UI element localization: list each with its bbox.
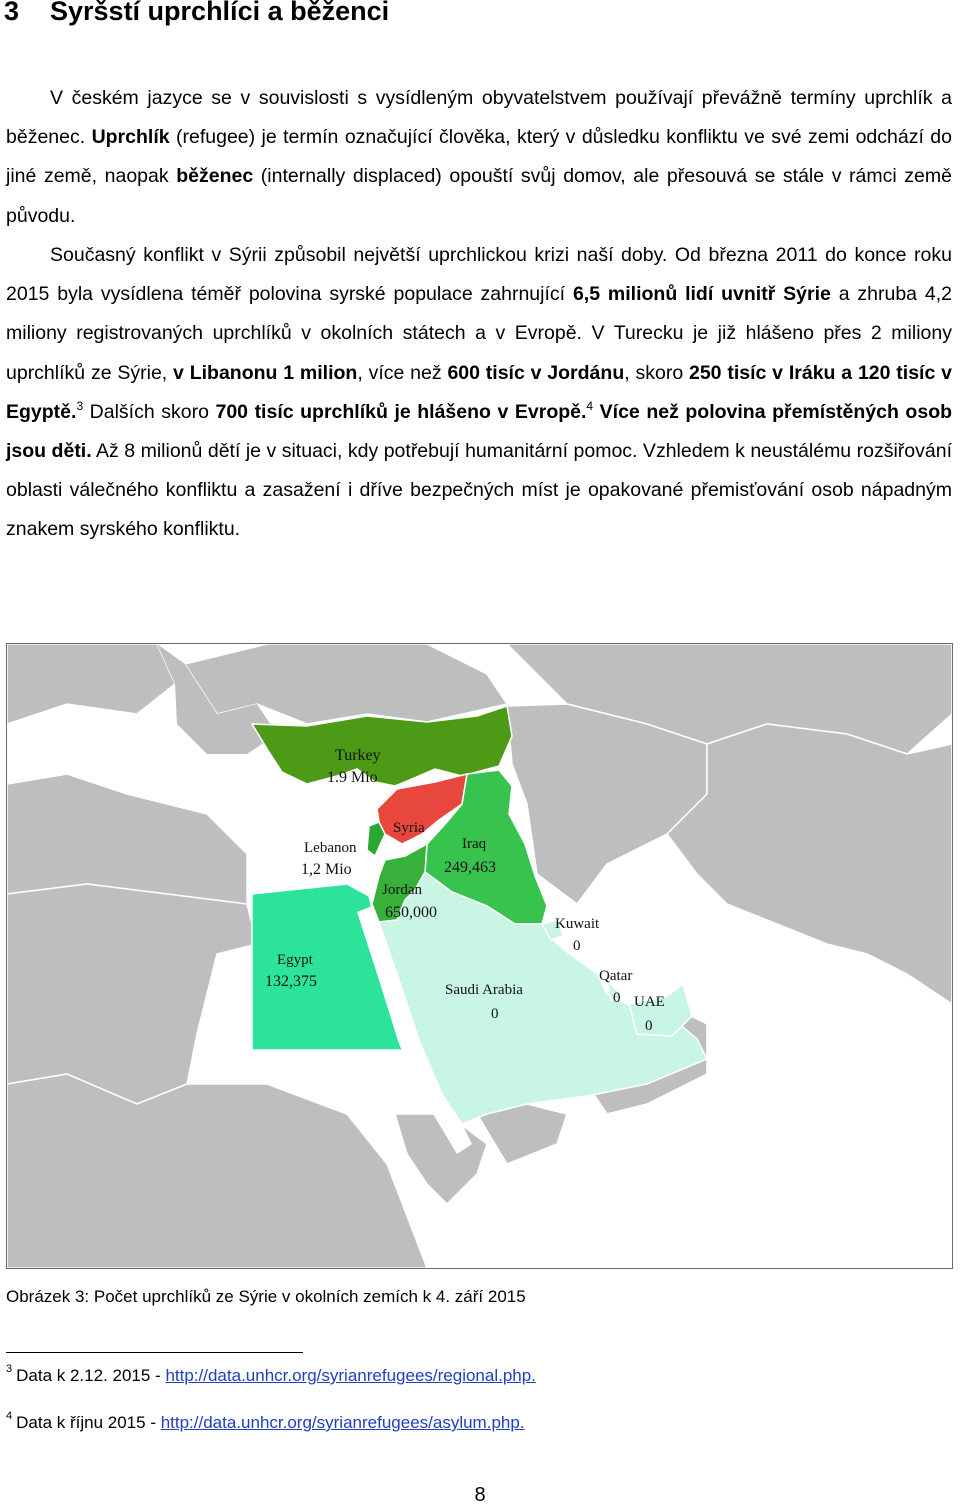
- label-iraq-name: Iraq: [462, 836, 487, 852]
- label-lebanon-value: 1,2 Mio: [301, 861, 352, 878]
- label-saudi-name: Saudi Arabia: [445, 982, 523, 998]
- text-run: Až 8 milionů dětí je v situaci, kdy potřebují humanitární pomoc. Vzhledem k neustálému rozšiřování oblasti válečného konfliktu a zasažení i dříve bezpečných míst je opakované přemisťování osob nápadným znakem syrského konfliktu.: [6, 440, 952, 541]
- label-qatar-name: Qatar: [599, 968, 633, 984]
- footnote-text: Data k říjnu 2015 -: [16, 1413, 161, 1432]
- footnote-link[interactable]: http://data.unhcr.org/syrianrefugees/regional.php.: [165, 1366, 536, 1385]
- refugee-map: [7, 644, 952, 1268]
- label-uae-value: 0: [645, 1018, 653, 1034]
- label-jordan-value: 650,000: [385, 904, 437, 921]
- text-run: , skoro: [624, 361, 689, 384]
- term-uprchlik: Uprchlík: [91, 126, 170, 149]
- label-uae-name: UAE: [634, 994, 665, 1010]
- bold-run: 250 tisíc v Iráku a 120 tisíc v Egyptě.: [6, 361, 952, 423]
- text-run: Dalších skoro: [83, 400, 216, 423]
- text-run: V českém jazyce se v souvislosti s vysídleným obyvatelstvem používají převážně termíny uprchlík a běženec.: [6, 87, 952, 149]
- text-run: Současný konflikt v Sýrii způsobil největší uprchlickou krizi naší doby. Od března 2011 do konce roku 2015 byla vysídlena téměř polovina syrské populace zahrnující: [6, 244, 952, 306]
- section-heading: [4, 0, 389, 27]
- label-lebanon-name: Lebanon: [304, 840, 357, 856]
- figure-caption: Obrázek 3: Počet uprchlíků ze Sýrie v okolních zemích k 4. září 2015: [6, 1287, 526, 1306]
- label-turkey-value: 1.9 Mio: [327, 769, 378, 786]
- label-kuwait-name: Kuwait: [555, 916, 600, 932]
- footnote-link[interactable]: http://data.unhcr.org/syrianrefugees/asylum.php.: [160, 1413, 525, 1432]
- text-run: , více než: [357, 361, 448, 384]
- bold-run: Více než polovina přemístěných osob jsou děti.: [6, 400, 953, 463]
- label-egypt-value: 132,375: [265, 973, 317, 990]
- label-kuwait-value: 0: [573, 938, 581, 954]
- bold-run: 6,5 milionů lidí uvnitř Sýrie: [572, 283, 831, 306]
- label-turkey-name: Turkey: [335, 747, 381, 764]
- bold-run: 700 tisíc uprchlíků je hlášeno v Evropě.: [215, 400, 587, 423]
- footnote-ref-3[interactable]: 3: [76, 398, 84, 413]
- text-run: (refugee) je termín označující člověka, který v důsledku konfliktu ve své zemi odchází do jiné země, naopak: [6, 126, 952, 188]
- text-run: a zhruba 4,2 miliony registrovaných uprchlíků v okolních státech a v Evropě. V Turecku je již hlášeno přes 2 miliony uprchlíků ze Sýrie,: [6, 283, 952, 384]
- bold-run: 600 tisíc v Jordánu: [447, 361, 625, 384]
- footnote-text: Data k 2.12. 2015 -: [16, 1366, 166, 1385]
- label-syria-name: Syria: [393, 820, 425, 836]
- footnote-4: [6, 1410, 525, 1433]
- label-qatar-value: 0: [613, 990, 621, 1006]
- label-jordan-name: Jordan: [382, 882, 422, 898]
- text-run: (internally displaced) opouští svůj domov, ale přesouvá se stále v rámci země původu.: [6, 165, 952, 227]
- refugee-map-figure: [6, 643, 953, 1269]
- term-bezenec: běženec: [176, 165, 254, 188]
- section-title: Syršstí uprchlíci a běženci: [50, 0, 390, 26]
- label-iraq-value: 249,463: [444, 859, 496, 876]
- label-saudi-value: 0: [491, 1006, 499, 1022]
- footnote-separator: [6, 1352, 303, 1353]
- footnote-number: 3: [6, 1363, 13, 1375]
- paragraph-terminology: [6, 79, 952, 236]
- label-egypt-name: Egypt: [277, 952, 313, 968]
- paragraph-crisis: [6, 236, 952, 550]
- footnote-ref-4[interactable]: 4: [586, 398, 594, 413]
- footnote-number: 4: [6, 1410, 13, 1422]
- bold-run: v Libanonu 1 milion: [173, 361, 358, 384]
- footnote-3: [6, 1363, 536, 1386]
- section-number: 3: [4, 0, 20, 26]
- page-number: 8: [474, 1484, 486, 1506]
